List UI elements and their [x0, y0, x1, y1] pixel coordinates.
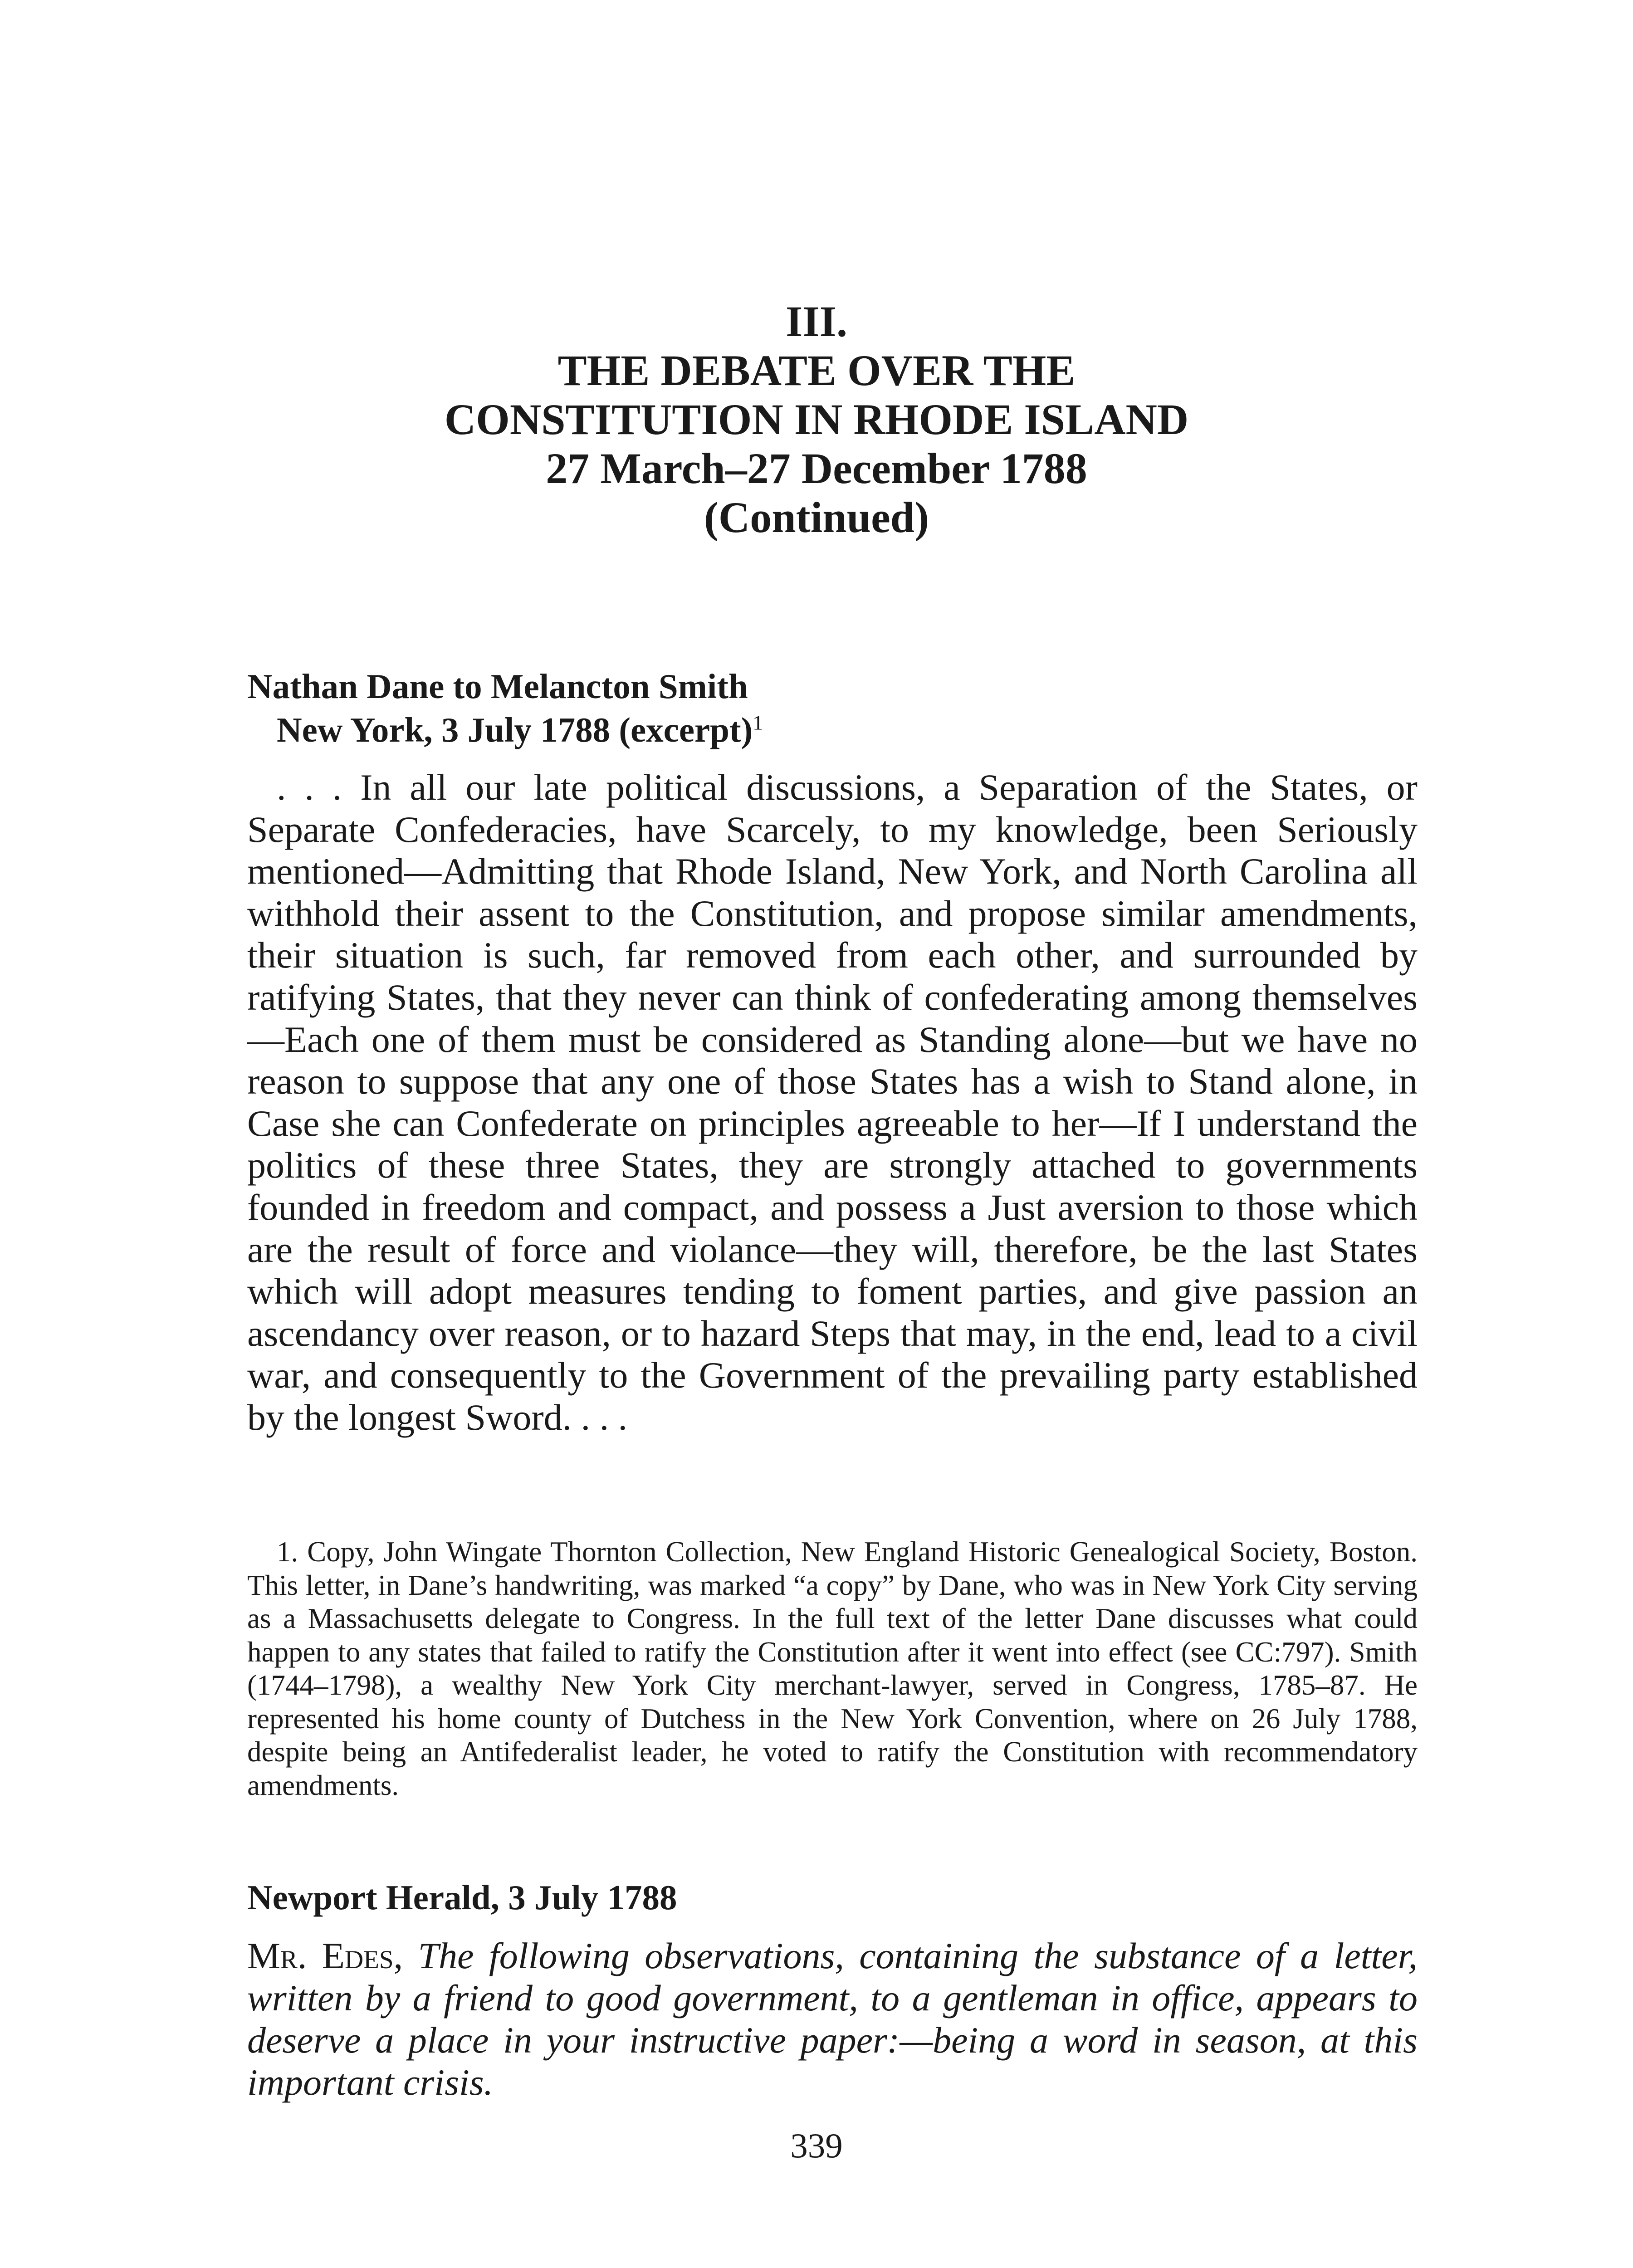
chapter-title — [0, 297, 1633, 542]
letter-heading — [247, 665, 1418, 752]
footnote-marker: 1 — [753, 711, 763, 734]
letter-dateline — [247, 708, 1418, 752]
footnote-text: 1. Copy, John Wingate Thornton Collection, New England Historic Genealogical Society, Boston. This letter, in Dane’s handwriting, was marked “a copy” by Dane, who was in New York City serving as a Massachusetts delegate to Congress. In the full text of the letter Dane discusses what could happen to any states that failed to ratify the Constitution after it went into effect (see CC:797). Smith (1744–1798), a wealthy New York City merchant-lawyer, served in Congress, 1785–87. He represented his home county of Dutchess in the New York Convention, where on 26 July 1788, despite being an Antifederalist leader, he voted to ratify the Constitution with recommendatory amendments. — [247, 1536, 1418, 1801]
herald-body — [247, 1935, 1418, 2103]
herald-paragraph — [247, 1935, 1418, 2103]
letter-dateline-text: New York, 3 July 1788 (excerpt) — [277, 710, 753, 749]
page-number: 339 — [790, 2126, 843, 2165]
chapter-continued: (Continued) — [704, 493, 929, 542]
footnote — [247, 1535, 1418, 1802]
letter-paragraph: . . . In all our late political discussions, a Separation of the States, or Separate Confederacies, have Scarcely, to my knowledge, been Seriously mentioned—Admitting that Rhode Island, New York, and North Carolina all withhold their assent to the Constitution, and propose similar amendments, their situation is such, far removed from each other, and surrounded by ratifying States, that they never can think of confederating among themselves—Each one of them must be considered as Standing alone—but we have no reason to suppose that any one of those States has a wish to Stand alone, in Case she can Confederate on principles agreeable to her—If I understand the politics of these three States, they are strongly attached to governments founded in freedom and compact, and possess a Just aversion to those which are the result of force and violance—they will, therefore, be the last States which will adopt measures tending to foment parties, and give passion an ascendancy over reason, or to hazard Steps that may, in the end, lead to a civil war, and consequently to the Government of the prevailing party established by the longest Sword. . . . — [247, 767, 1418, 1438]
letter-title: Nathan Dane to Melancton Smith — [247, 667, 748, 706]
herald-salutation: Mr. Edes, — [247, 1935, 403, 1976]
chapter-number: III. — [785, 297, 848, 346]
chapter-title-line: THE DEBATE OVER THE — [557, 346, 1076, 395]
herald-heading: Newport Herald, 3 July 1788 — [247, 1878, 677, 1917]
chapter-date-range: 27 March–27 December 1788 — [546, 444, 1087, 493]
letter-body — [247, 767, 1418, 1439]
herald-italic-text: The following observations, containing the substance of a letter, written by a friend to good government, to a gentleman in office, appears to deserve a place in your instructive paper:—being a word in season, at this important crisis. — [247, 1935, 1418, 2103]
chapter-title-line: CONSTITUTION IN RHODE ISLAND — [444, 395, 1189, 444]
